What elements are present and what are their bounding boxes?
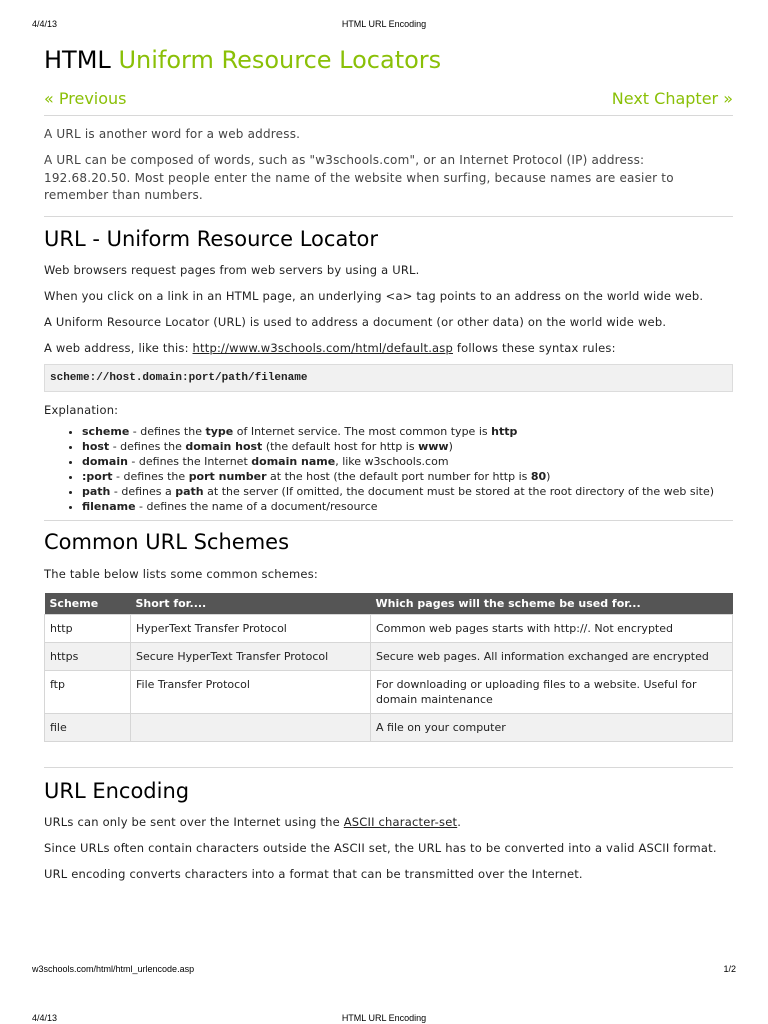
explanation-list bbox=[44, 424, 733, 514]
syntax-code-block: scheme://host.domain:port/path/filename bbox=[44, 364, 733, 392]
section-heading: Common URL Schemes bbox=[44, 529, 290, 554]
paragraph-text: A web address, like this: bbox=[44, 340, 193, 355]
item-text: - defines the bbox=[112, 469, 189, 483]
item-term: www bbox=[418, 439, 449, 453]
item-term: http bbox=[491, 424, 518, 438]
item-term: domain host bbox=[185, 439, 263, 453]
paragraph: A Uniform Resource Locator (URL) is used to address a document (or other data) on the world wide web. bbox=[44, 314, 667, 329]
item-text: (the default host for http is bbox=[262, 439, 419, 453]
table-cell: Secure HyperText Transfer Protocol bbox=[131, 642, 371, 670]
item-term: :port bbox=[82, 469, 113, 483]
item-term: path bbox=[175, 484, 204, 498]
table-cell: https bbox=[45, 642, 131, 670]
ascii-charset-link[interactable]: ASCII character-set bbox=[343, 814, 458, 829]
table-row bbox=[45, 713, 733, 741]
paragraph bbox=[44, 814, 733, 831]
explanation-item bbox=[82, 439, 733, 454]
explanation-label: Explanation: bbox=[44, 402, 119, 417]
item-text: at the host (the default port number for http is bbox=[266, 469, 531, 483]
item-term: port number bbox=[188, 469, 267, 483]
item-text: ) bbox=[448, 439, 453, 453]
item-text: at the server (If omitted, the document must be stored at the root directory of the web site) bbox=[203, 484, 715, 498]
divider bbox=[44, 115, 733, 116]
column-header: Scheme bbox=[45, 593, 131, 615]
section-heading: URL - Uniform Resource Locator bbox=[44, 226, 379, 251]
explanation-item bbox=[82, 469, 733, 484]
explanation-item bbox=[82, 484, 733, 499]
paragraph: The table below lists some common schemes: bbox=[44, 566, 318, 581]
table-header-row bbox=[45, 593, 733, 615]
item-text: - defines the name of a document/resource bbox=[135, 499, 378, 513]
item-text: - defines a bbox=[110, 484, 176, 498]
page-title-plain: HTML bbox=[44, 46, 111, 74]
item-text: ) bbox=[546, 469, 551, 483]
table-cell: file bbox=[45, 713, 131, 741]
item-term: scheme bbox=[82, 424, 130, 438]
section-heading: URL Encoding bbox=[44, 778, 190, 803]
divider bbox=[44, 520, 733, 521]
item-term: 80 bbox=[530, 469, 547, 483]
next-page-title: HTML URL Encoding bbox=[341, 1013, 427, 1023]
item-term: domain bbox=[82, 454, 128, 468]
item-term: domain name bbox=[251, 454, 336, 468]
paragraph-text: URLs can only be sent over the Internet using the bbox=[44, 814, 344, 829]
column-header: Short for.... bbox=[131, 593, 371, 615]
paragraph-text: . bbox=[457, 814, 462, 829]
item-text: - defines the Internet bbox=[127, 454, 252, 468]
paragraph bbox=[44, 340, 733, 357]
page-title bbox=[44, 45, 733, 75]
item-term: host bbox=[82, 439, 110, 453]
table-cell: File Transfer Protocol bbox=[131, 670, 371, 713]
next-chapter-link[interactable]: Next Chapter » bbox=[611, 89, 733, 108]
chapter-nav bbox=[44, 89, 733, 109]
table-row bbox=[45, 670, 733, 713]
explanation-item bbox=[82, 454, 733, 469]
example-url-link[interactable]: http://www.w3schools.com/html/default.asp bbox=[192, 340, 453, 355]
table-cell: http bbox=[45, 614, 131, 642]
table-cell: A file on your computer bbox=[371, 713, 733, 741]
previous-link[interactable]: « Previous bbox=[44, 89, 127, 108]
page-title-accent: Uniform Resource Locators bbox=[118, 46, 442, 74]
item-text: - defines the bbox=[129, 424, 206, 438]
paragraph: URL encoding converts characters into a format that can be transmitted over the Internet. bbox=[44, 866, 583, 881]
item-text: , like w3schools.com bbox=[335, 454, 449, 468]
paragraph: When you click on a link in an HTML page, an underlying <a> tag points to an address on the world wide web. bbox=[44, 288, 704, 303]
item-text: of Internet service. The most common type is bbox=[233, 424, 492, 438]
table-cell: Secure web pages. All information exchanged are encrypted bbox=[371, 642, 733, 670]
divider bbox=[44, 216, 733, 217]
divider bbox=[44, 767, 733, 768]
table-cell bbox=[131, 713, 371, 741]
item-term: filename bbox=[82, 499, 136, 513]
print-footer-url: w3schools.com/html/html_urlencode.asp bbox=[32, 964, 195, 974]
paragraph: Web browsers request pages from web servers by using a URL. bbox=[44, 262, 420, 277]
table-row bbox=[45, 614, 733, 642]
schemes-table bbox=[44, 593, 733, 742]
page-content bbox=[44, 40, 733, 883]
explanation-item bbox=[82, 424, 733, 439]
table-cell: HyperText Transfer Protocol bbox=[131, 614, 371, 642]
explanation-item bbox=[82, 499, 733, 514]
column-header: Which pages will the scheme be used for... bbox=[371, 593, 733, 615]
item-term: type bbox=[205, 424, 234, 438]
print-date: 4/4/13 bbox=[32, 19, 58, 29]
table-cell: ftp bbox=[45, 670, 131, 713]
table-row bbox=[45, 642, 733, 670]
item-term: path bbox=[82, 484, 111, 498]
table-cell: Common web pages starts with http://. Not encrypted bbox=[371, 614, 733, 642]
intro-paragraph: A URL can be composed of words, such as "w3schools.com", or an Internet Protocol (IP) address: 192.68.20.50. Most people enter the name of the website when surfing, because names are easier to remember than numbers. bbox=[44, 153, 674, 202]
intro-paragraph: A URL is another word for a web address. bbox=[44, 127, 301, 141]
print-footer-page: 1/2 bbox=[723, 964, 736, 974]
paragraph: Since URLs often contain characters outside the ASCII set, the URL has to be converted into a valid ASCII format. bbox=[44, 840, 717, 855]
paragraph-text: follows these syntax rules: bbox=[453, 340, 616, 355]
table-cell: For downloading or uploading files to a website. Useful for domain maintenance bbox=[371, 670, 733, 713]
next-page-date: 4/4/13 bbox=[32, 1013, 58, 1023]
print-title: HTML URL Encoding bbox=[341, 19, 427, 29]
item-text: - defines the bbox=[109, 439, 186, 453]
